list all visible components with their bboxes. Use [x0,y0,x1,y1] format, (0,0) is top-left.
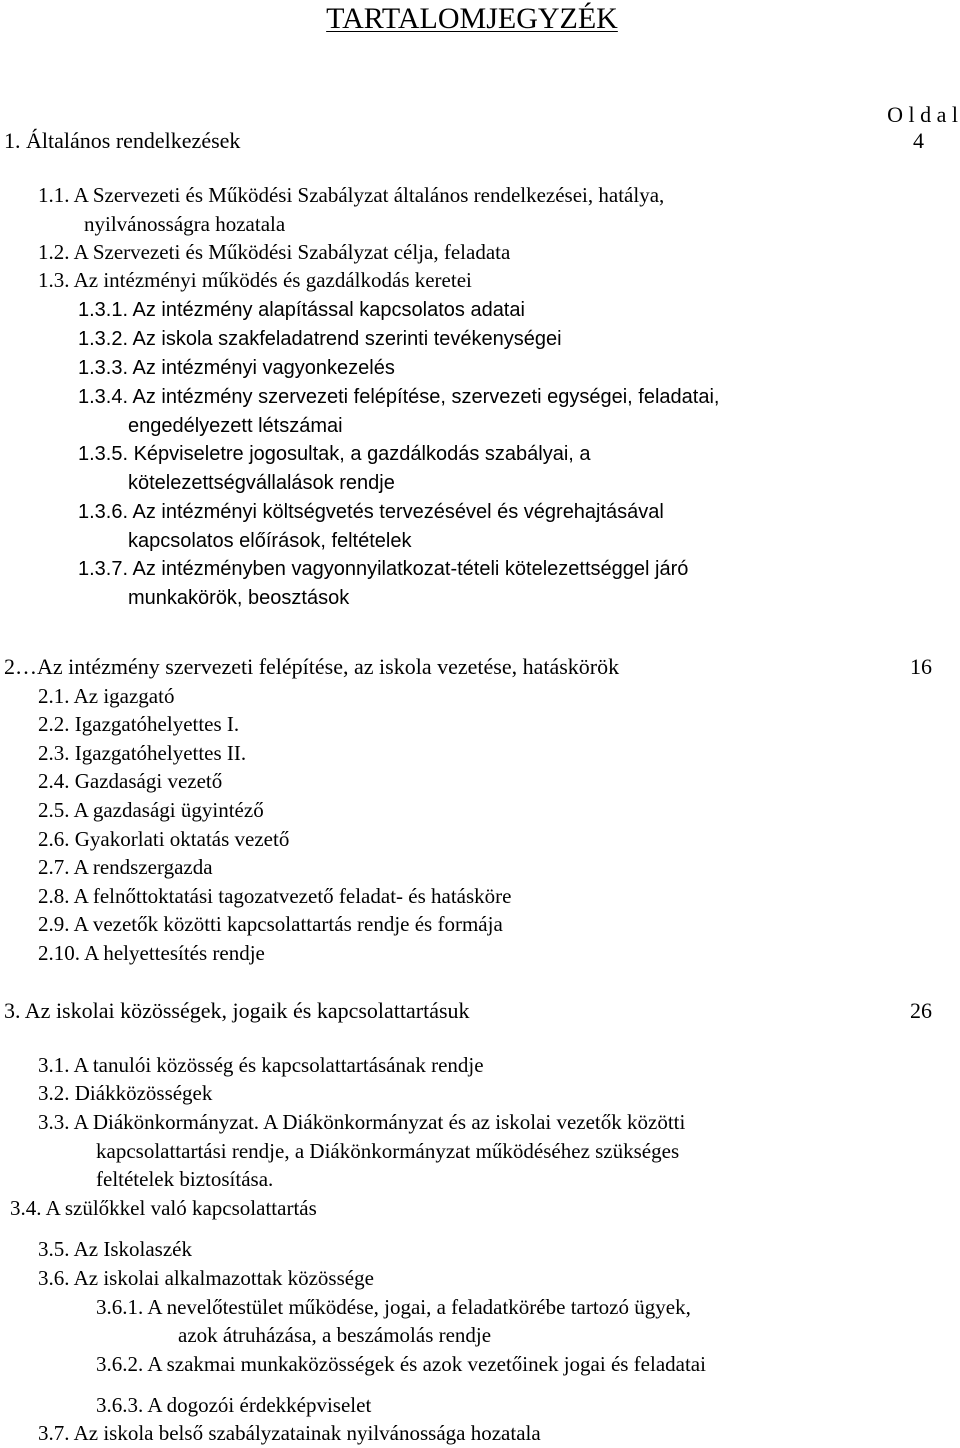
toc-section-2-title: 2…Az intézmény szervezeti felépítése, az iskola vezetése, hatáskörök [4,654,620,679]
toc-item-3-3-cont-2: feltételek biztosítása. [96,1167,274,1191]
toc-item-1-1: 1.1. A Szervezeti és Működési Szabályzat általános rendelkezései, hatálya, [38,183,665,207]
toc-item-3-2: 3.2. Diákközösségek [38,1081,213,1105]
toc-item-2-10: 2.10. A helyettesítés rendje [38,941,265,965]
toc-item-1-3: 1.3. Az intézményi működés és gazdálkodás keretei [38,268,472,292]
toc-item-1-3-3: 1.3.3. Az intézményi vagyonkezelés [78,357,395,379]
toc-item-3-3: 3.3. A Diákönkormányzat. A Diákönkormányzat és az iskolai vezetők közötti [38,1110,686,1134]
toc-item-1-2: 1.2. A Szervezeti és Működési Szabályzat célja, feladata [38,240,511,264]
page-column-header: O l d a l [887,102,958,127]
toc-item-3-6: 3.6. Az iskolai alkalmazottak közössége [38,1266,374,1290]
toc-item-1-3-5: 1.3.5. Képviseletre jogosultak, a gazdálkodás szabályai, a [78,443,591,465]
toc-item-3-6-1-cont: azok átruházása, a beszámolás rendje [178,1323,492,1347]
toc-item-3-6-1: 3.6.1. A nevelőtestület működése, jogai, a feladatkörébe tartozó ügyek, [96,1295,691,1319]
toc-item-1-1-cont: nyilvánosságra hozatala [84,212,286,236]
toc-item-2-6: 2.6. Gyakorlati oktatás vezető [38,827,290,851]
toc-item-3-3-cont-1: kapcsolattartási rendje, a Diákönkormányzat működéséhez szükséges [96,1139,680,1163]
toc-section-3-page: 26 [910,998,932,1023]
toc-section-3-title: 3. Az iskolai közösségek, jogaik és kapcsolattartásuk [4,998,470,1023]
toc-item-3-1: 3.1. A tanulói közösség és kapcsolattartásának rendje [38,1053,484,1077]
toc-item-1-3-6: 1.3.6. Az intézményi költségvetés tervezésével és végrehajtásával [78,501,664,523]
toc-item-3-5: 3.5. Az Iskolaszék [38,1237,192,1261]
toc-item-3-6-2: 3.6.2. A szakmai munkaközösségek és azok vezetőinek jogai és feladatai [96,1352,706,1376]
toc-item-2-8: 2.8. A felnőttoktatási tagozatvezető feladat- és hatásköre [38,884,512,908]
toc-section-2-page: 16 [910,654,932,679]
toc-item-1-3-2: 1.3.2. Az iskola szakfeladatrend szerinti tevékenységei [78,328,562,350]
toc-item-2-1: 2.1. Az igazgató [38,684,175,708]
toc-item-3-6-3: 3.6.3. A dogozói érdekképviselet [96,1393,372,1417]
toc-item-2-9: 2.9. A vezetők közötti kapcsolattartás rendje és formája [38,912,503,936]
toc-item-2-5: 2.5. A gazdasági ügyintéző [38,798,264,822]
toc-item-1-3-7-cont: munkakörök, beosztások [128,587,350,609]
toc-section-1-page: 4 [913,128,924,153]
toc-item-2-4: 2.4. Gazdasági vezető [38,769,223,793]
toc-item-2-7: 2.7. A rendszergazda [38,855,213,879]
toc-section-1-title: 1. Általános rendelkezések [4,128,241,153]
toc-item-1-3-6-cont: kapcsolatos előírások, feltételek [128,530,412,552]
toc-item-1-3-1: 1.3.1. Az intézmény alapítással kapcsolatos adatai [78,299,525,321]
toc-item-1-3-4: 1.3.4. Az intézmény szervezeti felépítése, szervezeti egységei, feladatai, [78,386,720,408]
toc-item-1-3-7: 1.3.7. Az intézményben vagyonnyilatkozat-tételi kötelezettséggel járó [78,558,689,580]
document-title: TARTALOMJEGYZÉK [326,2,618,35]
toc-item-1-3-4-cont: engedélyezett létszámai [128,415,343,437]
toc-item-1-3-5-cont: kötelezettségvállalások rendje [128,472,395,494]
toc-item-3-4: 3.4. A szülőkkel való kapcsolattartás [10,1196,317,1220]
toc-item-2-2: 2.2. Igazgatóhelyettes I. [38,712,240,736]
toc-item-3-7: 3.7. Az iskola belső szabályzatainak nyilvánossága hozatala [38,1421,541,1445]
toc-item-2-3: 2.3. Igazgatóhelyettes II. [38,741,247,765]
